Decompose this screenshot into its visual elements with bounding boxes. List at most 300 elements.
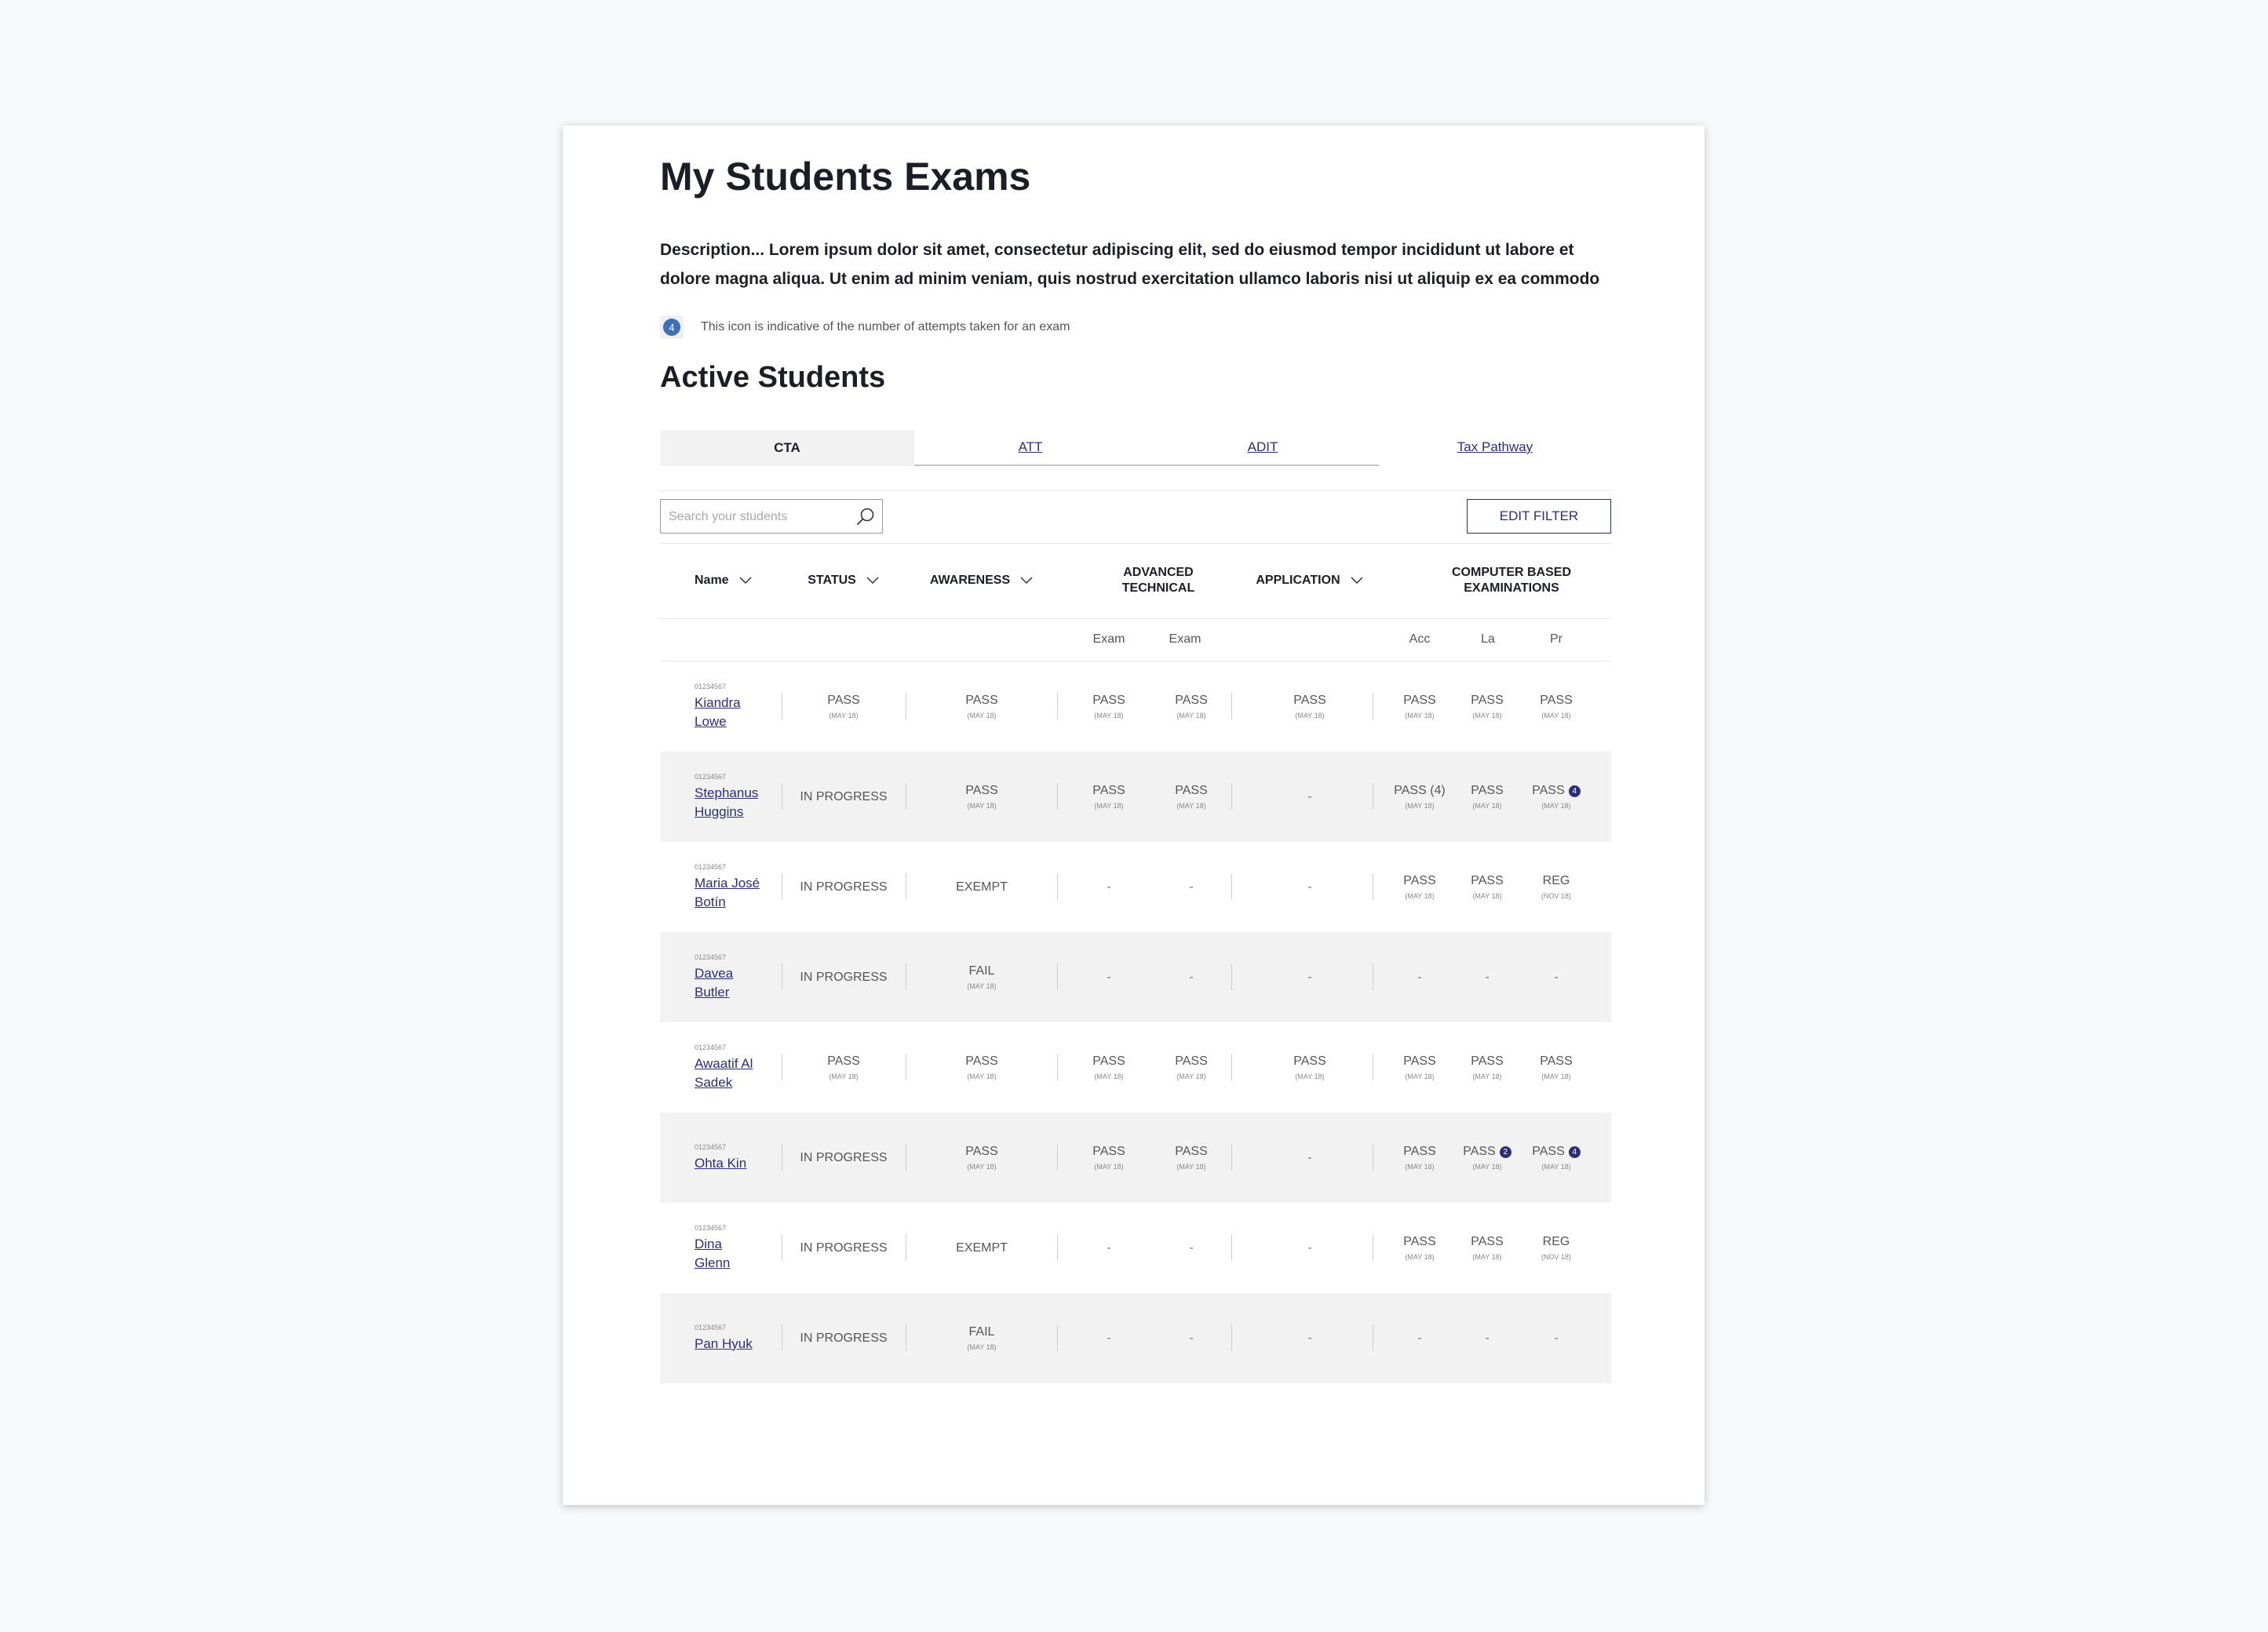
table-subheader (660, 618, 1611, 661)
attempts-badge-icon (660, 315, 684, 339)
exam-date: (MAY 18) (1094, 802, 1124, 810)
exam-result-text: PASS (4) (1394, 784, 1446, 797)
exam-result (1394, 784, 1446, 798)
exam-result (965, 1055, 998, 1069)
student-name-link[interactable] (695, 694, 781, 731)
exam-result-text: - (1189, 970, 1194, 984)
student-id: 01234567 (695, 1142, 727, 1151)
exam-date: (MAY 18) (967, 1163, 997, 1171)
cell-adv2 (1154, 842, 1229, 932)
cell-adv2 (1154, 1293, 1229, 1383)
exam-result (1175, 784, 1208, 798)
exam-result (969, 1325, 995, 1339)
exam-result (969, 964, 995, 978)
chevron-down-icon (1350, 576, 1364, 585)
exam-result-text: PASS (1403, 1055, 1436, 1068)
student-name-line: Awaatif Al (695, 1055, 753, 1071)
student-name-line: Butler (695, 984, 730, 1000)
exam-result (1543, 1235, 1570, 1249)
table-row (660, 1113, 1611, 1203)
cell-la (1456, 752, 1519, 842)
exam-result-text: IN PROGRESS (800, 789, 888, 803)
table-row (660, 752, 1611, 842)
exam-result (1307, 1331, 1311, 1346)
exam-result (1532, 1145, 1581, 1159)
exam-result (1293, 694, 1326, 708)
exam-result-text: REG (1542, 874, 1570, 887)
exam-date: (MAY 18) (1405, 802, 1435, 810)
exam-result-text: PASS (1463, 1145, 1496, 1158)
tab-cta[interactable]: CTA (660, 430, 914, 466)
student-id: 01234567 (695, 1043, 727, 1051)
exam-date: (MAY 18) (1094, 712, 1124, 719)
cell-pr (1523, 1113, 1589, 1203)
exam-result-text: - (1485, 1331, 1490, 1345)
exam-date: (MAY 18) (1472, 712, 1502, 719)
cell-pr (1523, 1203, 1589, 1293)
exam-result (1092, 784, 1125, 798)
exam-result (1532, 784, 1581, 798)
student-name-link[interactable] (695, 1335, 781, 1353)
exam-result (800, 1331, 887, 1346)
exam-result-text: PASS (1540, 694, 1573, 707)
exam-date: (MAY 18) (967, 1343, 997, 1351)
exam-result (1092, 1055, 1125, 1069)
cell-adv2 (1154, 1203, 1229, 1293)
exam-result-text: FAIL (968, 964, 995, 978)
exam-result-text: PASS (1175, 1055, 1208, 1068)
exam-result (1107, 1241, 1110, 1255)
exam-date: (MAY 18) (829, 712, 859, 719)
exam-result-text: PASS (1471, 1235, 1504, 1248)
exam-date: (MAY 18) (1295, 712, 1325, 719)
cell-acc (1388, 752, 1451, 842)
cell-pr (1523, 1022, 1589, 1113)
cell-pr (1523, 932, 1589, 1022)
cell-status (782, 661, 906, 752)
cell-adv1 (1077, 842, 1140, 932)
cell-status (782, 1203, 906, 1293)
exam-result-text: IN PROGRESS (800, 1150, 888, 1164)
table-body (660, 661, 1611, 1383)
header-application[interactable] (1231, 543, 1388, 618)
table-header (660, 543, 1611, 619)
cell-adv1 (1077, 752, 1140, 842)
exam-result-text: IN PROGRESS (800, 1240, 888, 1255)
header-status-label: STATUS (808, 574, 856, 587)
student-name-link[interactable] (695, 874, 781, 912)
exam-result (1189, 971, 1193, 985)
attempts-legend (660, 315, 1070, 339)
exam-result-text: - (1307, 789, 1312, 803)
exam-result-text: PASS (1532, 784, 1565, 797)
exam-result (1189, 1241, 1193, 1255)
student-name-line: Stephanus (695, 785, 759, 800)
exam-date: (MAY 18) (1541, 712, 1571, 719)
exam-result (1403, 1055, 1436, 1069)
cell-adv1 (1077, 661, 1140, 752)
header-name[interactable] (695, 543, 789, 618)
header-name-label: Name (695, 574, 729, 587)
exam-result-text: EXEMPT (956, 880, 1008, 894)
exam-result-text: PASS (965, 784, 998, 797)
exam-result-text: PASS (1403, 1145, 1436, 1158)
table-row (660, 842, 1611, 932)
exam-result (1189, 880, 1193, 894)
exam-result-text: PASS (1471, 694, 1504, 707)
exam-date: (MAY 18) (967, 982, 997, 990)
exam-result (800, 880, 887, 894)
exam-date: (MAY 18) (1405, 1163, 1435, 1171)
table-row (660, 1022, 1611, 1113)
cell-acc (1388, 1022, 1451, 1113)
exam-result-text: - (1189, 1331, 1194, 1345)
exam-result (1175, 1055, 1208, 1069)
header-computer-based-examinations (1445, 543, 1578, 618)
student-name-cell (695, 661, 781, 752)
tab-bar (660, 430, 1611, 466)
table-row (660, 1203, 1611, 1293)
page-card (563, 126, 1705, 1505)
exam-result-text: - (1107, 1240, 1111, 1255)
exam-result (800, 790, 887, 804)
cell-application (1231, 842, 1388, 932)
student-name-line: Lowe (695, 713, 727, 729)
student-name-line: Glenn (695, 1255, 731, 1270)
exam-result (800, 1151, 887, 1165)
subheader-adv-exam-1: Exam (1092, 632, 1125, 646)
cell-adv2 (1154, 661, 1229, 752)
exam-date: (MAY 18) (1176, 802, 1206, 810)
cell-la (1456, 1022, 1519, 1113)
exam-date: (MAY 18) (1405, 1253, 1435, 1261)
cell-adv2 (1154, 1113, 1229, 1203)
chevron-down-icon (866, 576, 880, 585)
cell-awareness (906, 1293, 1058, 1383)
tab-adit[interactable]: ADIT (1147, 430, 1379, 466)
search-input[interactable] (661, 500, 859, 534)
exam-date: (MAY 18) (1541, 1073, 1571, 1080)
exam-result-text: PASS (1092, 784, 1125, 797)
exam-result-text: PASS (1471, 1055, 1504, 1068)
table-row (660, 661, 1611, 752)
exam-result-text: - (1485, 970, 1490, 984)
exam-result-text: - (1307, 970, 1312, 984)
exam-result (1471, 874, 1504, 888)
student-name-cell (695, 1022, 781, 1113)
cell-adv1 (1077, 1113, 1140, 1203)
exam-result-text: PASS (965, 1145, 998, 1158)
student-name-line: Huggins (695, 803, 744, 819)
exam-result (1107, 1331, 1110, 1346)
exam-result-text: - (1554, 1331, 1559, 1345)
exam-result-text: PASS (1293, 1055, 1326, 1068)
exam-result (1307, 1151, 1311, 1165)
exam-date: (MAY 18) (1295, 1073, 1325, 1080)
exam-result (1175, 1145, 1208, 1159)
cell-acc (1388, 1113, 1451, 1203)
exam-result (1307, 1241, 1311, 1255)
exam-result (1554, 1331, 1558, 1346)
exam-result (1485, 971, 1489, 985)
page-description: Description... Lorem ipsum dolor sit amet, consectetur adipiscing elit, sed do eiusmod tempor incididunt ut labore et dolore magna aliqua. Ut enim ad minim veniam, quis nostrud exercitation ullamco laboris nisi ut aliquip ex ea commodo (660, 241, 1600, 288)
exam-result-text: - (1189, 880, 1194, 894)
exam-result-text: PASS (1403, 694, 1436, 707)
exam-result (800, 1241, 887, 1255)
cell-adv2 (1154, 1022, 1229, 1113)
exam-date: (MAY 18) (1405, 1073, 1435, 1080)
header-awareness[interactable] (906, 543, 1058, 618)
chevron-down-icon (1019, 576, 1034, 585)
exam-result (965, 784, 998, 798)
subheader-pr: Pr (1550, 632, 1562, 646)
cell-la (1456, 1113, 1519, 1203)
student-name-cell (695, 842, 781, 932)
exam-result-text: PASS (1175, 784, 1208, 797)
exam-result-text: - (1307, 1331, 1312, 1345)
exam-date: (MAY 18) (1472, 1163, 1502, 1171)
student-name-cell (695, 1203, 781, 1293)
student-id: 01234567 (695, 862, 727, 871)
cell-adv1 (1077, 1203, 1140, 1293)
exam-result (956, 1241, 1008, 1255)
cell-awareness (906, 752, 1058, 842)
attempts-badge-icon: 4 (1569, 785, 1581, 797)
cell-acc (1388, 1293, 1451, 1383)
student-name-link[interactable] (695, 784, 781, 821)
cell-awareness (906, 932, 1058, 1022)
exam-result (1307, 880, 1311, 894)
exam-result (1107, 971, 1110, 985)
header-awareness-label: AWARENESS (929, 574, 1011, 587)
exam-result-text: PASS (1092, 1145, 1125, 1158)
exam-date: (MAY 18) (1176, 1073, 1206, 1080)
student-id: 01234567 (695, 1323, 727, 1331)
exam-result (1471, 784, 1504, 798)
exam-result-text: PASS (1532, 1145, 1565, 1158)
student-name-link[interactable] (695, 964, 781, 1002)
exam-result-text: PASS (1092, 1055, 1125, 1068)
exam-result (1107, 880, 1110, 894)
exam-result-text: - (1417, 1331, 1422, 1345)
exam-result (1540, 1055, 1573, 1069)
student-name-link[interactable] (695, 1055, 781, 1092)
exam-date: (MAY 18) (1472, 1253, 1502, 1261)
exam-result (1543, 874, 1570, 888)
cell-la (1456, 932, 1519, 1022)
student-name-line: Kiandra (695, 694, 741, 710)
cell-status (782, 842, 906, 932)
exam-result (1485, 1331, 1489, 1346)
exam-date: (MAY 18) (967, 1073, 997, 1080)
exam-result-text: EXEMPT (956, 1240, 1008, 1255)
edit-filter-button[interactable]: EDIT FILTER (1467, 499, 1611, 534)
cell-la (1456, 1293, 1519, 1383)
cell-status (782, 752, 906, 842)
exam-result (1417, 971, 1421, 985)
exam-result-text: PASS (827, 694, 860, 707)
cell-la (1456, 661, 1519, 752)
exam-date: (MAY 18) (1094, 1073, 1124, 1080)
subheader-la: La (1481, 632, 1495, 646)
exam-result-text: FAIL (968, 1325, 995, 1339)
cell-adv1 (1077, 1022, 1140, 1113)
exam-result (1403, 1235, 1436, 1249)
exam-result (827, 694, 860, 708)
student-name-line: Botín (695, 894, 726, 909)
exam-result-text: PASS (1293, 694, 1326, 707)
exam-result-text: PASS (1540, 1055, 1573, 1068)
cell-status (782, 1113, 906, 1203)
chevron-down-icon (738, 576, 753, 585)
student-name-cell (695, 1113, 781, 1203)
exam-result (1092, 1145, 1125, 1159)
cell-la (1456, 842, 1519, 932)
exam-date: (MAY 18) (1405, 712, 1435, 719)
exam-result (1554, 971, 1558, 985)
exam-result-text: IN PROGRESS (800, 970, 888, 984)
exam-result (1293, 1055, 1326, 1069)
exam-date: (MAY 18) (967, 802, 997, 810)
cell-acc (1388, 932, 1451, 1022)
exam-result-text: - (1107, 880, 1111, 894)
header-application-label: APPLICATION (1256, 574, 1340, 587)
exam-result-text: - (1307, 1150, 1312, 1164)
exam-date: (MAY 18) (829, 1073, 859, 1080)
cell-application (1231, 1293, 1388, 1383)
tab-att[interactable]: ATT (914, 430, 1147, 466)
cell-acc (1388, 1203, 1451, 1293)
cell-pr (1523, 1293, 1589, 1383)
exam-result-text: PASS (1471, 784, 1504, 797)
exam-result-text: - (1417, 970, 1422, 984)
exam-result-text: - (1189, 1240, 1194, 1255)
legend-text: This icon is indicative of the number of attempts taken for an exam (701, 320, 1070, 333)
exam-result-text: PASS (1092, 694, 1125, 707)
subheader-acc: Acc (1409, 632, 1431, 646)
cell-la (1456, 1203, 1519, 1293)
exam-result (1403, 1145, 1436, 1159)
search-icon[interactable] (855, 506, 876, 526)
cell-awareness (906, 1203, 1058, 1293)
exam-date: (MAY 18) (1472, 1073, 1502, 1080)
cell-acc (1388, 842, 1451, 932)
table-row (660, 1293, 1611, 1383)
cell-adv2 (1154, 932, 1229, 1022)
student-name-cell (695, 1293, 781, 1383)
exam-result (1403, 874, 1436, 888)
tab-tax-pathway[interactable]: Tax Pathway (1457, 439, 1533, 454)
student-name-link[interactable] (695, 1154, 781, 1173)
exam-result (1189, 1331, 1193, 1346)
header-status[interactable] (782, 543, 906, 618)
header-advanced-technical (1107, 543, 1209, 618)
exam-result-text: REG (1542, 1235, 1570, 1248)
exam-result-text: - (1107, 1331, 1111, 1345)
student-id: 01234567 (695, 772, 727, 781)
student-name-line: Dina (695, 1236, 722, 1251)
exam-result (1307, 790, 1311, 804)
subheader-adv-exam-2: Exam (1169, 632, 1201, 646)
exam-result (1463, 1145, 1511, 1159)
exam-result-text: - (1307, 880, 1312, 894)
cell-adv1 (1077, 1293, 1140, 1383)
exam-date: (NOV 18) (1541, 1253, 1571, 1261)
exam-result-text: - (1307, 1240, 1312, 1255)
exam-result-text: PASS (1403, 874, 1436, 887)
exam-result-text: PASS (965, 694, 998, 707)
student-name-cell (695, 752, 781, 842)
exam-result-text: PASS (965, 1055, 998, 1068)
exam-date: (MAY 18) (1176, 712, 1206, 719)
cell-awareness (906, 842, 1058, 932)
student-id: 01234567 (695, 682, 727, 690)
exam-result (1175, 694, 1208, 708)
page-title: My Students Exams (660, 155, 1031, 199)
student-name-line: Ohta Kin (695, 1155, 747, 1171)
exam-date: (MAY 18) (1541, 802, 1571, 810)
cell-application (1231, 1022, 1388, 1113)
cell-application (1231, 1203, 1388, 1293)
header-cbe-label: COMPUTER BASED EXAMINATIONS (1451, 566, 1571, 595)
student-name-line: Sadek (695, 1074, 733, 1090)
cell-pr (1523, 752, 1589, 842)
exam-date: (MAY 18) (1176, 1163, 1206, 1171)
student-name-line: Maria José (695, 875, 760, 891)
exam-result-text: PASS (1471, 874, 1504, 887)
cell-application (1231, 1113, 1388, 1203)
attempts-badge-count: 4 (663, 319, 680, 336)
exam-result (827, 1055, 860, 1069)
section-title: Active Students (660, 361, 886, 394)
exam-date: (MAY 18) (1405, 892, 1435, 900)
exam-result (800, 971, 887, 985)
exam-result-text: IN PROGRESS (800, 880, 888, 894)
exam-result-text: IN PROGRESS (800, 1331, 888, 1345)
student-name-line: Davea (695, 965, 734, 981)
exam-date: (MAY 18) (1541, 1163, 1571, 1171)
cell-pr (1523, 842, 1589, 932)
exam-result (1540, 694, 1573, 708)
exam-date: (MAY 18) (1094, 1163, 1124, 1171)
exam-result (1471, 1055, 1504, 1069)
cell-application (1231, 752, 1388, 842)
student-name-link[interactable] (695, 1235, 781, 1273)
exam-date: (MAY 18) (967, 712, 997, 719)
cell-adv1 (1077, 932, 1140, 1022)
cell-status (782, 932, 906, 1022)
attempts-badge-icon: 2 (1500, 1146, 1511, 1158)
cell-status (782, 1293, 906, 1383)
exam-result (1471, 1235, 1504, 1249)
exam-date: (MAY 18) (1472, 802, 1502, 810)
cell-application (1231, 661, 1388, 752)
exam-result (956, 880, 1008, 894)
exam-result (1092, 694, 1125, 708)
exam-result (965, 694, 998, 708)
attempts-badge-icon: 4 (1569, 1146, 1581, 1158)
cell-status (782, 1022, 906, 1113)
student-name-cell (695, 932, 781, 1022)
exam-result-text: PASS (827, 1055, 860, 1068)
exam-date: (MAY 18) (1472, 892, 1502, 900)
exam-result-text: - (1554, 970, 1559, 984)
cell-awareness (906, 1113, 1058, 1203)
exam-result (965, 1145, 998, 1159)
exam-result-text: - (1107, 970, 1111, 984)
search-box (660, 499, 883, 534)
header-advanced-technical-label: ADVANCED TECHNICAL (1121, 566, 1195, 595)
